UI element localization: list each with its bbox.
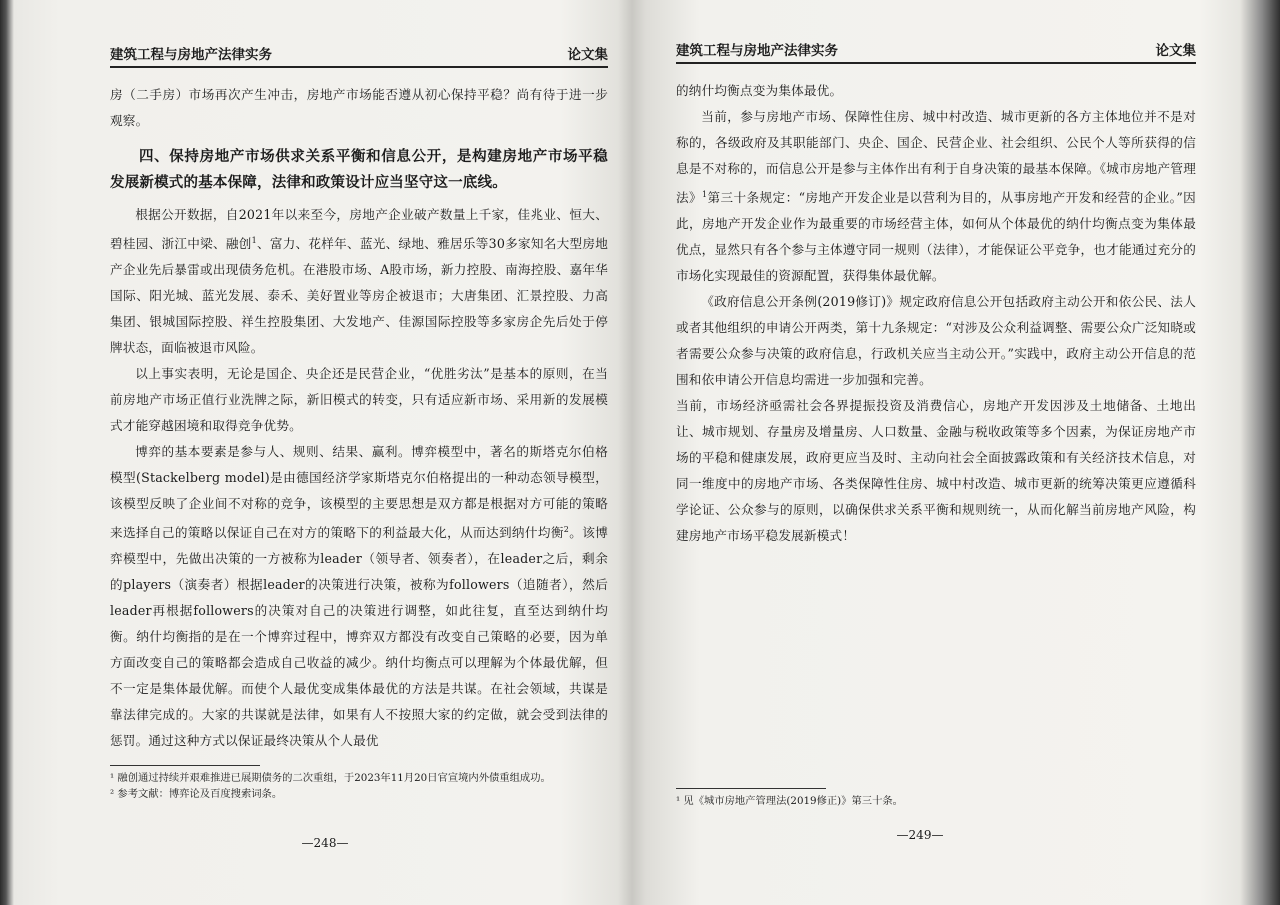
header-book-title: 建筑工程与房地产法律实务 (110, 47, 272, 63)
footnote-divider (110, 765, 260, 766)
paragraph: 以上事实表明，无论是国企、央企还是民营企业，“优胜劣汰”是基本的原则，在当前房地产市场正值行业洗牌之际，新旧模式的转变，只有适应新市场、采用新的发展模式才能穿越困境和取得竞争优势。 (110, 366, 608, 434)
header-book-title: 建筑工程与房地产法律实务 (676, 43, 838, 59)
header-section-label: 论文集 (1155, 43, 1196, 59)
header-section-label: 论文集 (567, 47, 608, 63)
paragraph (676, 104, 1196, 289)
footnotes (110, 770, 608, 802)
page-body (676, 78, 1196, 549)
section-heading: 四、保持房地产市场供求关系平衡和信息公开，是构建房地产市场平稳发展新模式的基本保障，法律和政策设计应当坚守这一底线。 (110, 149, 608, 191)
footnotes (676, 793, 1196, 809)
footnote-ref: 1 (251, 236, 257, 245)
left-page (30, 0, 620, 905)
page-body (110, 82, 608, 754)
paragraph (110, 202, 608, 361)
running-header (676, 40, 1196, 64)
paragraph-text: 博弈的基本要素是参与人、规则、结果、赢利。博弈模型中，著名的斯塔克尔伯格模型(Stackelberg model)是由德国经济学家斯塔克尔伯格提出的一种动态领导模型，该模型反映了企业间不对称的竞争，该模型的主要思想是双方都是根据对方可能的策略来选择自己的策略以保证自己在对方的策略下的利益最大化，从而达到纳什均衡 (110, 444, 608, 541)
paragraph-text: 。该博弈模型中，先做出决策的一方被称为leader（领导者、领奏者），在leader之后，剩余的players（演奏者）根据leader的决策进行决策，被称为followers（追随者），然后leader再根据followers的决策对自己的决策进行调整，如此往复，直至达到纳什均衡。纳什均衡指的是在一个博弈过程中，博弈双方都没有改变自己策略的必要，因为单方面改变自己的策略都会造成自己收益的减少。纳什均衡点可以理解为个体最优解，但不一定是集体最优解。而使个人最优变成集体最优的方法是共谋。在社会领域，共谋是靠法律完成的。大家的共谋就是法律，如果有人不按照大家的约定做，就会受到法律的惩罚。通过这种方式以保证最终决策从个人最优 (110, 525, 608, 749)
paragraph-text: 第三十条规定：“房地产开发企业是以营利为目的，从事房地产开发和经营的企业。”因此，房地产开发企业作为最重要的市场经营主体，如何从个体最优的纳什均衡点变为集体最优点，显然只有各个参与主体遵守同一规则（法律），才能保证公平竞争，也才能通过充分的市场化实现最佳的资源配置，获得集体最优解。 (676, 190, 1196, 284)
footnote: ¹ 融创通过持续并艰难推进已展期债务的二次重组，于2023年11月20日官宣境内外债重组成功。 (110, 772, 551, 784)
paragraph: 当前，市场经济亟需社会各界提振投资及消费信心，房地产开发因涉及土地储备、土地出让、城市规划、存量房及增量房、人口数量、金融与税收政策等多个因素，为保证房地产市场的平稳和健康发展，政府更应当及时、主动向社会全面披露政策和有关经济技术信息，对同一维度中的房地产市场、各类保障性住房、城中村改造、城市更新的统筹决策更应遵循科学论证、公众参与的原则，以确保供求关系平衡和规则统一，从而化解当前房地产风险，构建房地产市场平稳发展新模式！ (676, 398, 1196, 544)
page-number: —248— (301, 836, 349, 850)
footnote-ref: 1 (702, 190, 708, 199)
footnote-divider (676, 788, 826, 789)
footnote: ¹ 见《城市房地产管理法(2019修正)》第三十条。 (676, 795, 903, 807)
page-number: —249— (896, 828, 944, 842)
footnote-ref: 2 (563, 525, 570, 535)
continued-paragraph: 的纳什均衡点变为集体最优。 (676, 83, 843, 98)
paragraph-text: 当前，参与房地产市场、保障性住房、城中村改造、城市更新的各方主体地位并不是对称的，各级政府及其职能部门、央企、国企、民营企业、社会组织、公民个人等所获得的信息是不对称的，而信息公开是参与主体作出有利于自身决策的最基本保障。《城市房地产管理法》 (676, 109, 1196, 206)
paragraph: 《政府信息公开条例(2019修订)》规定政府信息公开包括政府主动公开和依公民、法人或者其他组织的申请公开两类，第十九条规定：“对涉及公众利益调整、需要公众广泛知晓或者需要公众参与决策的政府信息，行政机关应当主动公开。”实践中，政府主动公开信息的范围和依申请公开信息均需进一步加强和完善。 (676, 294, 1196, 388)
continued-paragraph: 房（二手房）市场再次产生冲击，房地产市场能否遵从初心保持平稳？尚有待于进一步观察。 (110, 87, 608, 128)
footnote: ² 参考文献：博弈论及百度搜索词条。 (110, 788, 283, 800)
paragraph (110, 439, 608, 754)
paragraph-text: 根据公开数据，自2021年以来至今，房地产企业破产数量上千家，佳兆业、恒大、碧桂园、浙江中梁、融创 (110, 207, 608, 252)
right-page (650, 0, 1250, 905)
paragraph-text: 、富力、花样年、蓝光、绿地、雅居乐等30多家知名大型房地产企业先后暴雷或出现债务危机。在港股市场、A股市场，新力控股、南海控股、嘉年华国际、阳光城、蓝光发展、泰禾、美好置业等房企被退市；大唐集团、汇景控股、力高集团、银城国际控股、祥生控股集团、大发地产、佳源国际控股等多家房企先后处于停牌状态，面临被退市风险。 (110, 236, 609, 356)
running-header (110, 44, 608, 68)
